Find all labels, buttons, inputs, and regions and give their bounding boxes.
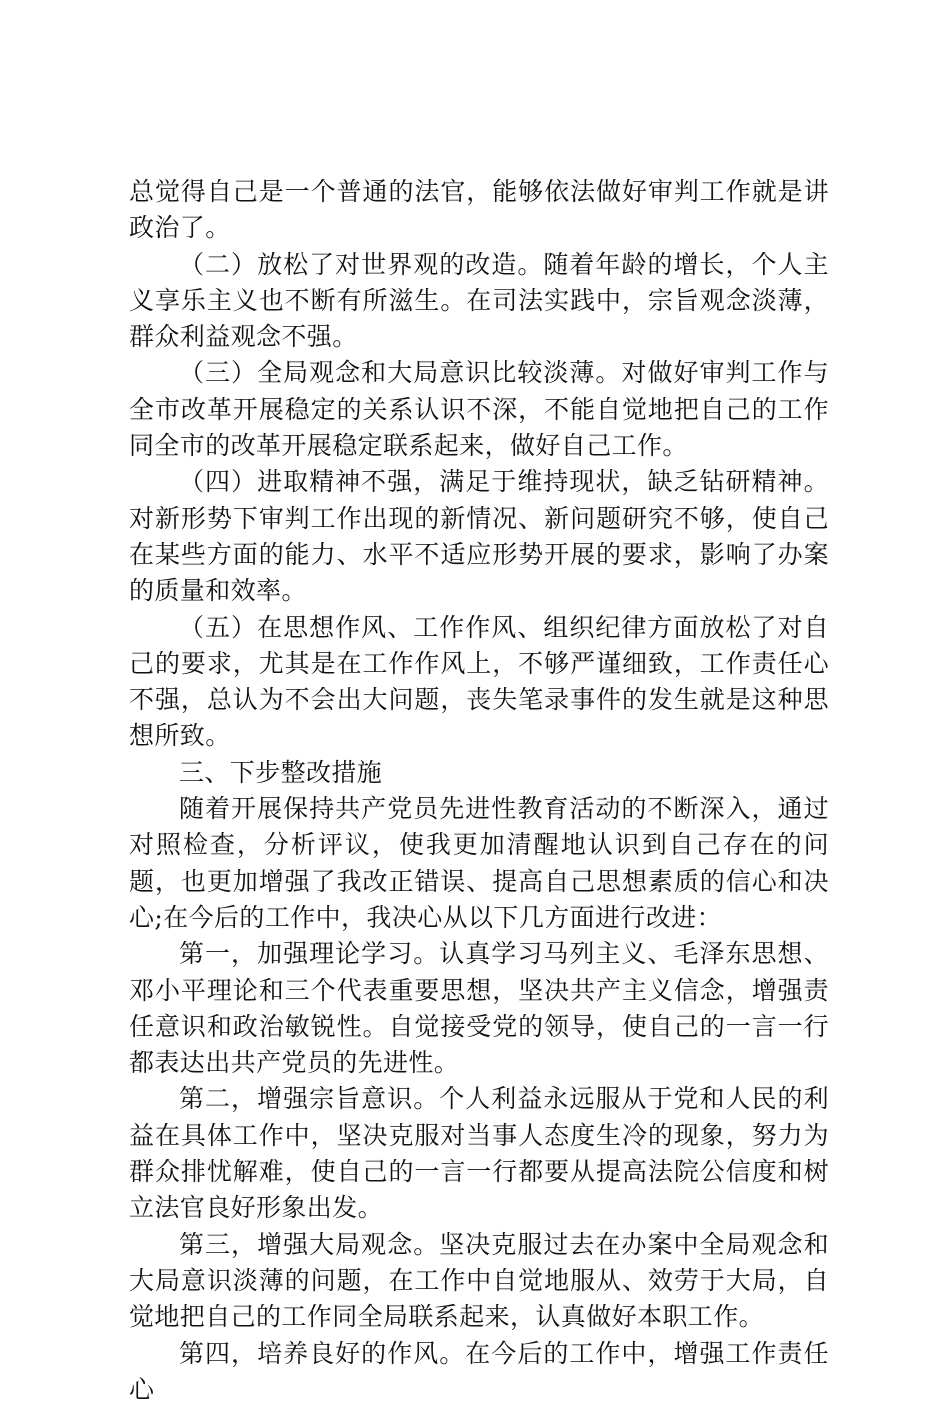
paragraph-point-five: （五）在思想作风、工作作风、组织纪律方面放松了对自己的要求，尤其是在工作作风上，不够严谨细致，工作责任心不强，总认为不会出大问题，丧失笔录事件的发生就是这种思想所致。 — [129, 610, 829, 755]
paragraph-point-two: （二）放松了对世界观的改造。随着年龄的增长，个人主义享乐主义也不断有所滋生。在司法实践中，宗旨观念淡薄，群众利益观念不强。 — [129, 247, 829, 356]
paragraph-measure-two: 第二，增强宗旨意识。个人利益永远服从于党和人民的利益在具体工作中，坚决克服对当事人态度生冷的现象，努力为群众排忧解难，使自己的一言一行都要从提高法院公信度和树立法官良好形象出发。 — [129, 1081, 829, 1226]
paragraph-point-three: （三）全局观念和大局意识比较淡薄。对做好审判工作与全市改革开展稳定的关系认识不深，不能自觉地把自己的工作同全市的改革开展稳定联系起来，做好自己工作。 — [129, 355, 829, 464]
document-body — [129, 174, 829, 1408]
paragraph-measure-four: 第四，培养良好的作风。在今后的工作中，增强工作责任心 — [129, 1336, 829, 1408]
paragraph-continuation: 总觉得自己是一个普通的法官，能够依法做好审判工作就是讲政治了。 — [129, 174, 829, 247]
paragraph-intro: 随着开展保持共产党员先进性教育活动的不断深入，通过对照检查，分析评议，使我更加清醒地认识到自己存在的问题，也更加增强了我改正错误、提高自己思想素质的信心和决心;在今后的工作中，我决心从以下几方面进行改进： — [129, 791, 829, 936]
section-heading-three: 三、下步整改措施 — [129, 755, 829, 791]
paragraph-point-four: （四）进取精神不强，满足于维持现状，缺乏钻研精神。对新形势下审判工作出现的新情况、新问题研究不够，使自己在某些方面的能力、水平不适应形势开展的要求，影响了办案的质量和效率。 — [129, 464, 829, 609]
paragraph-measure-three: 第三，增强大局观念。坚决克服过去在办案中全局观念和大局意识淡薄的问题，在工作中自觉地服从、效劳于大局，自觉地把自己的工作同全局联系起来，认真做好本职工作。 — [129, 1227, 829, 1336]
paragraph-measure-one: 第一，加强理论学习。认真学习马列主义、毛泽东思想、邓小平理论和三个代表重要思想，坚决共产主义信念，增强责任意识和政治敏锐性。自觉接受党的领导，使自己的一言一行都表达出共产党员的先进性。 — [129, 936, 829, 1081]
